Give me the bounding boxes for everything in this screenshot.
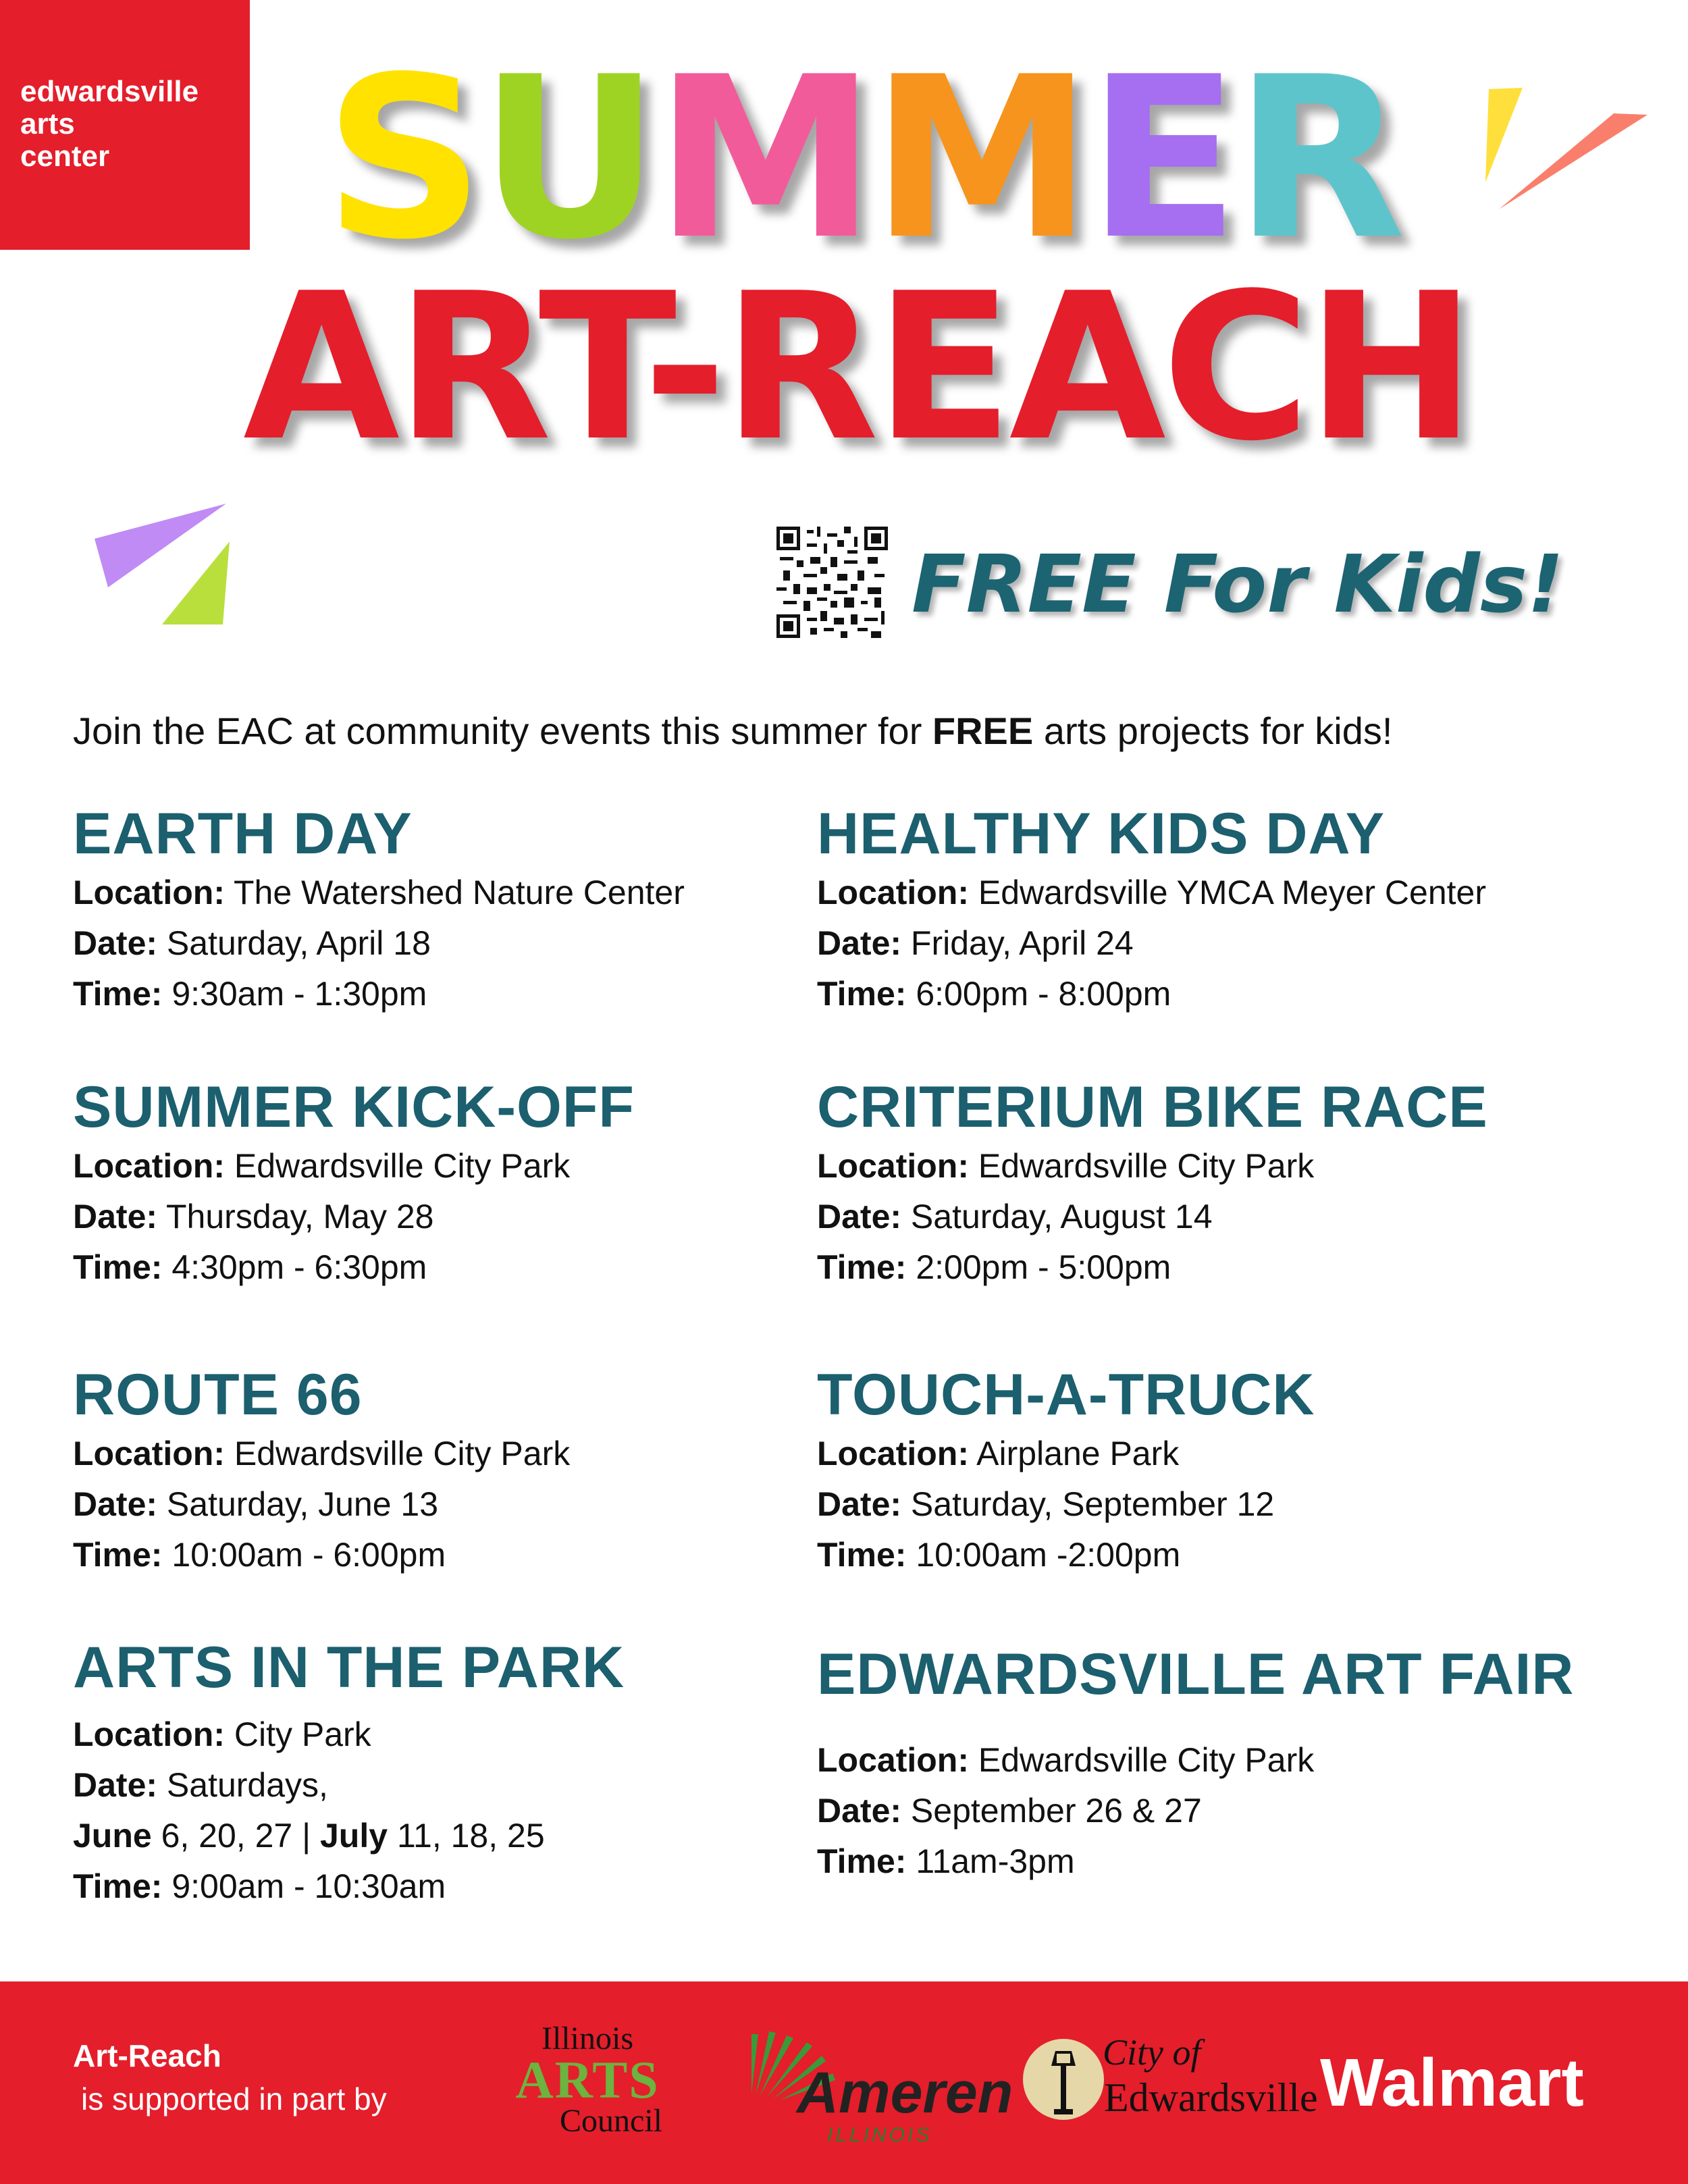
july-days: 11, 18, 25 — [388, 1817, 545, 1855]
date-value: Saturday, September 12 — [901, 1485, 1275, 1523]
location-value: Edwardsville City Park — [968, 1147, 1315, 1185]
event-time — [817, 1530, 1315, 1580]
event-route-66 — [73, 1361, 570, 1580]
event-touch-a-truck — [817, 1361, 1315, 1580]
event-title: SUMMER KICK-OFF — [73, 1075, 635, 1140]
event-time — [73, 1530, 570, 1580]
illinois-arts-council-logo — [486, 2022, 689, 2138]
location-value: Airplane Park — [968, 1435, 1180, 1472]
time-value: 10:00am - 6:00pm — [162, 1536, 446, 1574]
date-value: September 26 & 27 — [901, 1792, 1202, 1830]
date-label: Date: — [817, 1485, 902, 1523]
event-location — [817, 1429, 1315, 1479]
triangle-icon — [1485, 88, 1523, 182]
event-time — [817, 1836, 1575, 1887]
date-value: Thursday, May 28 — [157, 1198, 434, 1235]
event-title: TOUCH-A-TRUCK — [817, 1362, 1315, 1427]
event-title: HEALTHY KIDS DAY — [817, 801, 1386, 866]
event-time — [73, 1861, 625, 1912]
lamppost-icon — [1023, 2039, 1104, 2120]
qr-code-icon[interactable] — [776, 527, 888, 638]
event-date — [73, 1192, 635, 1242]
event-title: CRITERIUM BIKE RACE — [817, 1075, 1488, 1140]
time-label: Time: — [817, 1842, 907, 1880]
intro-text-part: Join the EAC at community events this summer for — [73, 710, 932, 752]
summer-letter: S — [324, 29, 479, 288]
event-edwardsville-art-fair — [817, 1641, 1575, 1887]
summer-letter: R — [1234, 29, 1400, 288]
summer-letter: E — [1087, 29, 1234, 288]
free-for-kids-tagline: FREE For Kids! — [912, 537, 1564, 631]
location-label: Location: — [817, 874, 969, 911]
time-value: 2:00pm - 5:00pm — [906, 1248, 1171, 1286]
time-label: Time: — [73, 975, 163, 1013]
date-value: Saturday, April 18 — [157, 924, 431, 962]
event-arts-in-the-park — [73, 1634, 625, 1912]
event-location — [817, 1141, 1488, 1192]
location-label: Location: — [817, 1741, 969, 1779]
confetti-triangles-right — [1472, 81, 1661, 216]
date-value: Friday, April 24 — [901, 924, 1134, 962]
city-of-edwardsville-logo — [1023, 2025, 1318, 2140]
time-label: Time: — [817, 1248, 907, 1286]
ameren-name: Ameren — [797, 2060, 1013, 2125]
triangle-icon — [1499, 113, 1647, 209]
location-label: Location: — [73, 1147, 225, 1185]
event-date — [817, 1786, 1575, 1836]
city-seal-icon — [1023, 2039, 1104, 2120]
iac-line-1: Illinois — [541, 2021, 633, 2056]
event-time — [73, 1242, 635, 1293]
event-summer-kick-off — [73, 1073, 635, 1293]
ameren-sub: ILLINOIS — [827, 2124, 932, 2146]
event-time — [73, 969, 685, 1019]
july-label: July — [319, 1817, 388, 1855]
intro-text-emphasis: FREE — [932, 710, 1034, 752]
support-text: is supported in part by — [81, 2081, 387, 2116]
location-label: Location: — [817, 1435, 969, 1472]
date-label: Date: — [73, 1485, 158, 1523]
logo-line-1: edwardsville — [20, 75, 199, 108]
location-label: Location: — [73, 1435, 225, 1472]
event-criterium-bike-race — [817, 1073, 1488, 1293]
location-value: Edwardsville YMCA Meyer Center — [968, 874, 1486, 911]
event-location — [73, 1429, 570, 1479]
location-label: Location: — [817, 1147, 969, 1185]
event-date — [817, 1192, 1488, 1242]
time-value: 6:00pm - 8:00pm — [906, 975, 1171, 1013]
iac-line-3: Council — [560, 2103, 662, 2139]
summer-letter: M — [654, 29, 872, 288]
june-days: 6, 20, 27 | — [151, 1817, 320, 1855]
event-earth-day — [73, 800, 685, 1019]
location-label: Location: — [73, 1715, 225, 1753]
program-name: Art-Reach — [73, 2038, 221, 2073]
event-healthy-kids-day — [817, 800, 1486, 1019]
event-date — [817, 918, 1486, 969]
confetti-triangles-left — [88, 500, 243, 635]
support-statement — [73, 2034, 387, 2121]
time-value: 4:30pm - 6:30pm — [162, 1248, 427, 1286]
date-value: Saturdays, — [157, 1766, 328, 1804]
iac-line-2: ARTS — [515, 2050, 660, 2109]
location-label: Location: — [73, 874, 225, 911]
summer-letter: U — [479, 29, 655, 288]
summer-letter: M — [871, 29, 1088, 288]
date-label: Date: — [817, 1792, 902, 1830]
sponsor-footer — [0, 1981, 1688, 2184]
location-value: Edwardsville City Park — [224, 1147, 571, 1185]
time-label: Time: — [817, 975, 907, 1013]
time-label: Time: — [73, 1248, 163, 1286]
date-label: Date: — [73, 924, 158, 962]
event-date — [73, 918, 685, 969]
time-label: Time: — [817, 1536, 907, 1574]
event-title: ROUTE 66 — [73, 1362, 363, 1427]
event-time — [817, 1242, 1488, 1293]
triangle-icon — [162, 541, 230, 624]
location-value: Edwardsville City Park — [968, 1741, 1315, 1779]
logo-line-3: center — [20, 140, 110, 173]
time-value: 9:30am - 1:30pm — [162, 975, 427, 1013]
time-value: 11am-3pm — [906, 1842, 1075, 1880]
event-location — [817, 1735, 1575, 1786]
time-value: 10:00am -2:00pm — [906, 1536, 1181, 1574]
location-value: City Park — [224, 1715, 371, 1753]
event-location — [73, 1709, 625, 1760]
june-label: June — [73, 1817, 152, 1855]
city-prefix: City of — [1103, 2032, 1201, 2073]
event-date — [73, 1479, 570, 1530]
date-label: Date: — [73, 1198, 158, 1235]
event-location — [73, 868, 685, 918]
event-location — [817, 868, 1486, 918]
intro-text-part: arts projects for kids! — [1033, 710, 1393, 752]
date-value: Saturday, August 14 — [901, 1198, 1213, 1235]
event-title: EDWARDSVILLE ART FAIR — [817, 1642, 1575, 1707]
time-label: Time: — [73, 1536, 163, 1574]
event-title: EARTH DAY — [73, 801, 413, 866]
summer-headline — [324, 29, 1400, 288]
intro-text — [73, 708, 1392, 755]
time-label: Time: — [73, 1867, 163, 1905]
event-date-details — [73, 1811, 625, 1861]
event-title: ARTS IN THE PARK — [73, 1635, 625, 1700]
walmart-logo: Walmart — [1320, 2045, 1584, 2121]
date-label: Date: — [817, 924, 902, 962]
date-label: Date: — [73, 1766, 158, 1804]
location-value: The Watershed Nature Center — [224, 874, 685, 911]
event-date — [73, 1760, 625, 1811]
date-label: Date: — [817, 1198, 902, 1235]
event-time — [817, 969, 1486, 1019]
art-reach-headline: ART-REACH — [242, 250, 1473, 485]
ameren-illinois-logo — [746, 2022, 1013, 2146]
date-value: Saturday, June 13 — [157, 1485, 439, 1523]
event-location — [73, 1141, 635, 1192]
city-name: Edwardsville — [1104, 2075, 1318, 2120]
event-date — [817, 1479, 1315, 1530]
eac-logo — [0, 0, 250, 250]
time-value: 9:00am - 10:30am — [162, 1867, 446, 1905]
logo-line-2: arts — [20, 107, 75, 140]
location-value: Edwardsville City Park — [224, 1435, 571, 1472]
